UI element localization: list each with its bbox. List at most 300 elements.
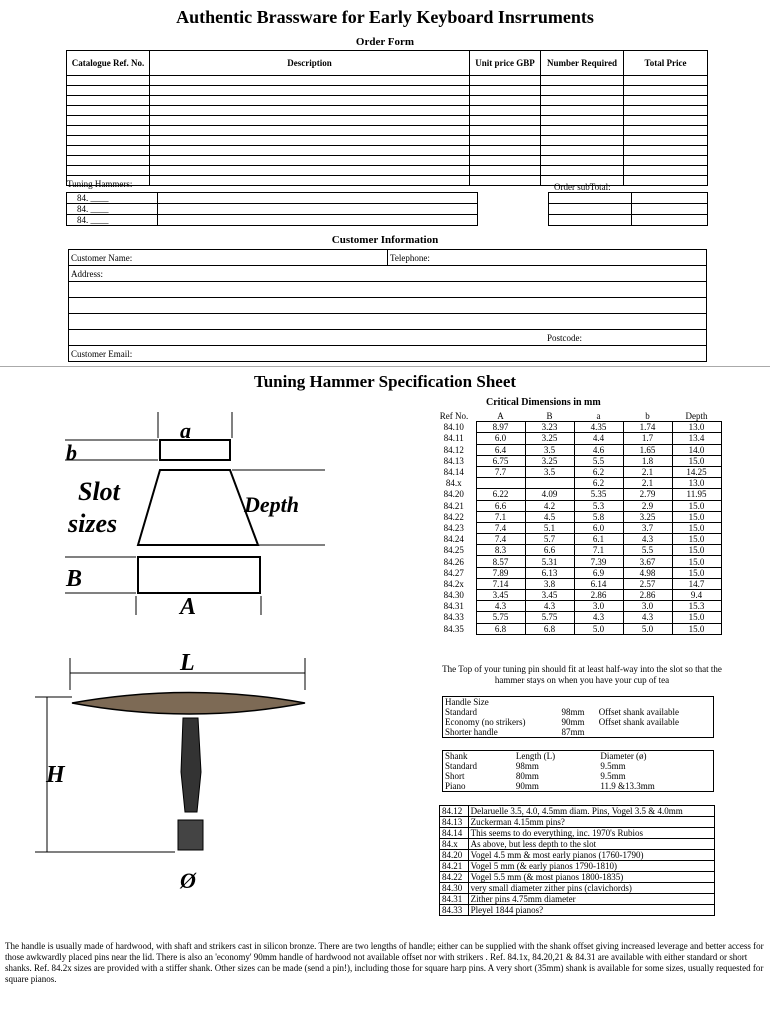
dims-cell: 15.0 xyxy=(672,522,721,533)
shank-cell: Piano xyxy=(445,781,466,791)
handle-cell: Handle Size xyxy=(445,697,489,707)
dims-col-header: Ref No. xyxy=(439,411,469,422)
order-cell[interactable] xyxy=(67,76,150,86)
dims-cell: 13.0 xyxy=(672,422,721,433)
label-depth: Depth xyxy=(244,492,299,517)
dimensions-table xyxy=(432,411,722,635)
dims-row xyxy=(432,556,721,567)
dims-cell: 7.89 xyxy=(476,567,525,578)
shank-table xyxy=(442,750,714,792)
order-cell[interactable] xyxy=(67,96,150,106)
address-line[interactable] xyxy=(69,298,707,314)
order-cell[interactable] xyxy=(624,106,708,116)
order-cell[interactable] xyxy=(150,96,470,106)
shank-cell: Short xyxy=(445,771,465,781)
order-cell[interactable] xyxy=(150,116,470,126)
dims-row xyxy=(432,478,721,489)
dims-ref: 84.25 xyxy=(443,545,464,556)
slot-trapezoid xyxy=(138,470,258,545)
order-cell[interactable] xyxy=(150,86,470,96)
dims-cell: 7.4 xyxy=(476,522,525,533)
note-cell: 84.33 xyxy=(440,905,469,916)
dims-cell: 2.1 xyxy=(623,466,672,477)
label-slot: Slot xyxy=(78,477,120,506)
order-cell[interactable] xyxy=(67,156,150,166)
dims-cell: 4.6 xyxy=(574,444,623,455)
order-cell[interactable] xyxy=(541,136,624,146)
handle-row xyxy=(443,707,714,717)
dims-ref: 84.10 xyxy=(443,422,464,433)
dims-cell: 4.3 xyxy=(623,534,672,545)
order-cell[interactable] xyxy=(624,166,708,176)
dims-cell: 1.7 xyxy=(623,433,672,444)
order-cell[interactable] xyxy=(624,146,708,156)
dims-col-header: A xyxy=(497,411,504,422)
dims-row xyxy=(432,590,721,601)
notes-table xyxy=(439,805,715,916)
note-row xyxy=(440,850,715,861)
order-cell[interactable] xyxy=(67,166,150,176)
dims-cell: 7.7 xyxy=(476,466,525,477)
dims-cell: 3.25 xyxy=(623,511,672,522)
handle-row xyxy=(443,697,714,708)
dims-cell: 1.74 xyxy=(623,422,672,433)
order-cell[interactable] xyxy=(541,96,624,106)
note-row xyxy=(440,905,715,916)
slot-bottom-rect xyxy=(138,557,260,593)
dims-cell: 5.31 xyxy=(525,556,574,567)
postcode-field[interactable]: Postcode: xyxy=(69,330,707,346)
dims-cell: 5.5 xyxy=(623,545,672,556)
order-cell[interactable] xyxy=(624,126,708,136)
shank-row xyxy=(443,761,714,771)
dims-cell: 6.8 xyxy=(476,623,525,634)
description-paragraph: The handle is usually made of hardwood, with shaft and strikers cast in silicon bronze. There are two lengths of handle; either can be supplied with the shank offset giving increased leverage and better access for those awkwardly placed pins near the lid. There is also an 'economy' 90mm handle of hardwood not available offset nor with strikers . Ref. 84.1x, 84.20,21 & 84.31 are available with either standard or short shanks. Ref. 84.2x sizes are provided with a stiffer shank. Other sizes can be made (send a pin!), including those for square harp pins. A very short (35mm) shank is available for some sizes, usually requested for square pianos. xyxy=(5,941,764,984)
dims-row xyxy=(432,567,721,578)
label-A: A xyxy=(180,594,197,620)
dims-cell: 9.4 xyxy=(672,590,721,601)
order-cell[interactable] xyxy=(624,86,708,96)
shank-cell: Shank xyxy=(445,751,468,761)
dims-cell: 4.3 xyxy=(623,612,672,623)
dims-cell: 5.0 xyxy=(623,623,672,634)
order-cell[interactable] xyxy=(624,116,708,126)
hammer-desc[interactable] xyxy=(158,204,478,215)
note-cell: 84.13 xyxy=(440,817,469,828)
dims-cell: 3.25 xyxy=(525,455,574,466)
dims-cell: 14.25 xyxy=(672,466,721,477)
order-cell[interactable] xyxy=(150,156,470,166)
dims-cell: 6.0 xyxy=(574,522,623,533)
order-row xyxy=(67,146,708,156)
dims-row xyxy=(432,511,721,522)
order-cell[interactable] xyxy=(541,106,624,116)
note-cell: Zuckerman 4.15mm pins? xyxy=(468,817,714,828)
order-row xyxy=(67,136,708,146)
order-cell[interactable] xyxy=(470,136,541,146)
dims-cell xyxy=(476,478,525,489)
order-cell[interactable] xyxy=(67,116,150,126)
dims-ref: 84.20 xyxy=(443,489,464,500)
dims-row xyxy=(432,455,721,466)
order-cell[interactable] xyxy=(67,146,150,156)
dims-cell: 11.95 xyxy=(672,489,721,500)
dims-col-header: b xyxy=(645,411,650,422)
dims-ref: 84.26 xyxy=(443,556,464,567)
note-cell: 84.31 xyxy=(440,894,469,905)
dims-cell: 2.9 xyxy=(623,500,672,511)
hammer-total[interactable] xyxy=(632,204,708,215)
order-cell[interactable] xyxy=(541,86,624,96)
handle-row xyxy=(443,727,714,738)
order-cell[interactable] xyxy=(150,136,470,146)
dims-cell: 8.57 xyxy=(476,556,525,567)
note-row xyxy=(440,894,715,905)
dims-cell: 5.75 xyxy=(476,612,525,623)
dims-cell: 4.35 xyxy=(574,422,623,433)
order-cell[interactable] xyxy=(470,86,541,96)
dims-row xyxy=(432,545,721,556)
dims-row xyxy=(432,489,721,500)
order-cell[interactable] xyxy=(624,76,708,86)
dims-cell: 15.3 xyxy=(672,601,721,612)
order-cell[interactable] xyxy=(150,126,470,136)
dims-cell: 5.75 xyxy=(525,612,574,623)
dims-ref: 84.35 xyxy=(443,623,464,634)
col-number-required: Number Required xyxy=(541,51,624,76)
shank-cell: Standard xyxy=(445,761,477,771)
handle-cell: Standard xyxy=(445,707,477,717)
dims-col-header: B xyxy=(546,411,553,422)
order-cell[interactable] xyxy=(150,166,470,176)
dims-row xyxy=(432,466,721,477)
order-cell[interactable] xyxy=(541,146,624,156)
handle-cell: Offset shank available xyxy=(598,717,680,727)
address-line[interactable] xyxy=(69,314,707,330)
order-cell[interactable] xyxy=(470,106,541,116)
col-description: Description xyxy=(150,51,470,76)
order-table xyxy=(66,50,708,186)
dims-cell: 15.0 xyxy=(672,567,721,578)
order-row xyxy=(67,96,708,106)
label-sizes: sizes xyxy=(68,509,118,538)
dims-cell: 3.5 xyxy=(525,444,574,455)
dims-cell: 2.57 xyxy=(623,578,672,589)
order-cell[interactable] xyxy=(470,146,541,156)
slot-top-rect xyxy=(160,440,230,460)
hammer-qty[interactable] xyxy=(549,193,632,204)
label-B: B xyxy=(66,566,83,592)
dims-cell: 7.1 xyxy=(476,511,525,522)
address-line[interactable] xyxy=(69,282,707,298)
hammer-head xyxy=(178,820,203,850)
subtotal-label: Order subTotal: xyxy=(554,182,611,192)
tuning-hammers-label: Tuning Hammers: xyxy=(67,179,133,189)
dims-cell: 5.3 xyxy=(574,500,623,511)
order-cell[interactable] xyxy=(541,116,624,126)
shank-cell: 9.5mm xyxy=(600,761,626,771)
dims-cell: 6.9 xyxy=(574,567,623,578)
dims-cell: 7.1 xyxy=(574,545,623,556)
telephone-field[interactable]: Telephone: xyxy=(388,250,707,266)
col-unit-price: Unit price GBP xyxy=(470,51,541,76)
dims-cell: 6.2 xyxy=(574,478,623,489)
dims-cell: 3.45 xyxy=(476,590,525,601)
dims-cell: 5.5 xyxy=(574,455,623,466)
dims-cell: 4.3 xyxy=(525,601,574,612)
order-cell[interactable] xyxy=(624,96,708,106)
dims-cell: 6.1 xyxy=(574,534,623,545)
order-cell[interactable] xyxy=(624,136,708,146)
hammer-ref[interactable]: 84. ____ xyxy=(67,204,158,215)
order-row xyxy=(67,76,708,86)
blank-cell xyxy=(478,193,549,204)
customer-table xyxy=(68,249,707,362)
dims-ref: 84.24 xyxy=(443,534,464,545)
dims-cell: 8.97 xyxy=(476,422,525,433)
dims-cell: 5.1 xyxy=(525,522,574,533)
handle-cell: Offset shank available xyxy=(598,707,680,717)
order-cell[interactable] xyxy=(150,146,470,156)
dims-cell: 4.09 xyxy=(525,489,574,500)
dims-cell: 6.2 xyxy=(574,466,623,477)
dims-cell: 6.8 xyxy=(525,623,574,634)
handle-cell xyxy=(560,697,597,708)
dims-col-header: a xyxy=(596,411,601,422)
dims-cell: 6.13 xyxy=(525,567,574,578)
note-cell: 84.21 xyxy=(440,861,469,872)
dims-cell xyxy=(525,478,574,489)
dims-cell: 13.0 xyxy=(672,478,721,489)
note-cell: As above, but less depth to the slot xyxy=(468,839,714,850)
note-cell: 84.22 xyxy=(440,872,469,883)
dims-cell: 13.4 xyxy=(672,433,721,444)
dims-row xyxy=(432,500,721,511)
dims-cell: 3.25 xyxy=(525,433,574,444)
order-cell[interactable] xyxy=(67,126,150,136)
order-cell[interactable] xyxy=(67,106,150,116)
hammer-qty[interactable] xyxy=(549,215,632,226)
order-row xyxy=(67,156,708,166)
dims-cell: 6.0 xyxy=(476,433,525,444)
order-cell[interactable] xyxy=(470,176,541,186)
dims-cell: 7.39 xyxy=(574,556,623,567)
hammer-desc[interactable] xyxy=(158,215,478,226)
dims-ref: 84.33 xyxy=(443,612,464,623)
note-cell: very small diameter zither pins (clavichords) xyxy=(468,883,714,894)
note-row xyxy=(440,883,715,894)
col-catalogue: Catalogue Ref. No. xyxy=(67,51,150,76)
order-cell[interactable] xyxy=(67,86,150,96)
note-cell: This seems to do everything, inc. 1970's Rubios xyxy=(468,828,714,839)
spec-title: Tuning Hammer Specification Sheet xyxy=(253,372,517,391)
dims-ref: 84.12 xyxy=(443,444,464,455)
dims-ref: 84.21 xyxy=(443,500,464,511)
handle-cell: Shorter handle xyxy=(445,727,498,737)
label-H: H xyxy=(46,762,65,788)
shank-cell: 98mm xyxy=(515,761,539,771)
hammer-total[interactable] xyxy=(632,193,708,204)
handle-row xyxy=(443,717,714,727)
dims-cell: 3.5 xyxy=(525,466,574,477)
order-cell[interactable] xyxy=(541,166,624,176)
dims-cell: 4.3 xyxy=(476,601,525,612)
dims-cell: 3.0 xyxy=(623,601,672,612)
note-cell: 84.20 xyxy=(440,850,469,861)
note-top: The Top of your tuning pin should fit at least half-way into the slot so that the hammer stays on when you have your cup of tea xyxy=(442,664,722,685)
dims-cell: 5.35 xyxy=(574,489,623,500)
dims-cell: 1.8 xyxy=(623,455,672,466)
hammer-ref[interactable]: 84. ____ xyxy=(67,193,158,204)
note-row xyxy=(440,806,715,817)
dims-ref: 84.2x xyxy=(443,578,464,589)
note-cell: Pleyel 1844 pianos? xyxy=(468,905,714,916)
shank-row xyxy=(443,771,714,781)
hammer-qty[interactable] xyxy=(549,204,632,215)
dims-cell: 15.0 xyxy=(672,455,721,466)
dims-cell: 1.65 xyxy=(623,444,672,455)
hammer-ref[interactable]: 84. ____ xyxy=(67,215,158,226)
dims-cell: 15.0 xyxy=(672,545,721,556)
dims-row xyxy=(432,601,721,612)
customer-name-field[interactable]: Customer Name: xyxy=(69,250,388,266)
order-cell[interactable] xyxy=(150,76,470,86)
dims-cell: 15.0 xyxy=(672,623,721,634)
order-cell[interactable] xyxy=(470,156,541,166)
divider xyxy=(0,366,770,367)
dims-cell: 3.67 xyxy=(623,556,672,567)
handle-cell: 90mm xyxy=(561,717,585,727)
email-field[interactable]: Customer Email: xyxy=(69,346,707,362)
dims-cell: 3.7 xyxy=(623,522,672,533)
dims-col-header: Depth xyxy=(685,411,708,422)
order-cell[interactable] xyxy=(541,126,624,136)
col-total-price: Total Price xyxy=(624,51,708,76)
order-cell[interactable] xyxy=(470,76,541,86)
note-cell: Vogel 5 mm (& early pianos 1790-1810) xyxy=(468,861,714,872)
dims-cell: 4.2 xyxy=(525,500,574,511)
dims-row xyxy=(432,612,721,623)
order-cell[interactable] xyxy=(470,116,541,126)
hammer-table xyxy=(66,192,708,226)
note-cell: Vogel 4.5 mm & most early pianos (1760-1790) xyxy=(468,850,714,861)
dims-ref: 84.27 xyxy=(443,567,464,578)
dims-row xyxy=(432,422,721,433)
note-row xyxy=(440,872,715,883)
dims-ref: 84.30 xyxy=(443,590,464,601)
dims-cell: 8.3 xyxy=(476,545,525,556)
dims-cell: 6.4 xyxy=(476,444,525,455)
dims-ref: 84.14 xyxy=(443,467,464,478)
dims-cell: 4.5 xyxy=(525,511,574,522)
order-cell[interactable] xyxy=(470,96,541,106)
label-L: L xyxy=(180,650,195,676)
note-cell: Vogel 5.5 mm (& most pianos 1800-1835) xyxy=(468,872,714,883)
label-b: b xyxy=(66,440,77,465)
label-a: a xyxy=(180,418,191,443)
hammer-total[interactable] xyxy=(632,215,708,226)
dims-row xyxy=(432,623,721,634)
dims-cell: 14.0 xyxy=(672,444,721,455)
shank-cell: 11.9 &13.3mm xyxy=(600,781,655,791)
customer-heading: Customer Information xyxy=(331,234,439,246)
dims-cell: 2.86 xyxy=(574,590,623,601)
hammer-desc[interactable] xyxy=(158,193,478,204)
shank-cell: Diameter (ø) xyxy=(600,751,647,761)
dims-title: Critical Dimensions in mm xyxy=(486,397,601,408)
order-cell[interactable] xyxy=(541,156,624,166)
order-cell[interactable] xyxy=(150,106,470,116)
dims-cell: 15.0 xyxy=(672,534,721,545)
handle-cell xyxy=(597,697,714,708)
dims-cell: 6.14 xyxy=(574,578,623,589)
order-cell[interactable] xyxy=(470,126,541,136)
order-cell[interactable] xyxy=(541,76,624,86)
blank-cell xyxy=(478,215,549,226)
order-cell[interactable] xyxy=(470,166,541,176)
note-row xyxy=(440,839,715,850)
order-cell[interactable] xyxy=(624,176,708,186)
dims-cell: 2.79 xyxy=(623,489,672,500)
note-cell: 84.x xyxy=(440,839,469,850)
dims-cell: 3.45 xyxy=(525,590,574,601)
order-row xyxy=(67,106,708,116)
dims-cell: 14.7 xyxy=(672,578,721,589)
dims-row xyxy=(432,444,721,455)
dims-cell: 3.0 xyxy=(574,601,623,612)
dims-cell: 6.6 xyxy=(525,545,574,556)
shank-cell: 9.5mm xyxy=(600,771,626,781)
dims-ref: 84.23 xyxy=(443,522,464,533)
dims-cell: 4.98 xyxy=(623,567,672,578)
dims-cell: 5.7 xyxy=(525,534,574,545)
order-row xyxy=(67,176,708,186)
address-field[interactable]: Address: xyxy=(69,266,707,282)
dims-cell: 7.14 xyxy=(476,578,525,589)
hammer-handle xyxy=(72,693,305,715)
order-row xyxy=(67,116,708,126)
dims-ref: 84.22 xyxy=(443,511,464,522)
dims-cell: 2.1 xyxy=(623,478,672,489)
order-cell[interactable] xyxy=(624,156,708,166)
handle-cell: 98mm xyxy=(561,707,585,717)
note-cell: 84.12 xyxy=(440,806,469,817)
dims-ref: 84.31 xyxy=(443,601,464,612)
dims-cell: 3.8 xyxy=(525,578,574,589)
shank-cell: 80mm xyxy=(515,771,539,781)
dims-ref: 84.11 xyxy=(443,433,464,444)
note-cell: 84.14 xyxy=(440,828,469,839)
note-cell: Zither pins 4.75mm diameter xyxy=(468,894,714,905)
dims-ref: 84.13 xyxy=(443,455,464,466)
order-cell[interactable] xyxy=(150,176,470,186)
handle-cell: 87mm xyxy=(561,727,585,737)
hammer-shank xyxy=(181,718,201,812)
label-diameter: Ø xyxy=(180,868,196,893)
dims-cell: 2.86 xyxy=(623,590,672,601)
dims-cell: 7.4 xyxy=(476,534,525,545)
order-cell[interactable] xyxy=(67,136,150,146)
dims-row xyxy=(432,578,721,589)
blank-cell xyxy=(478,204,549,215)
note-row xyxy=(440,861,715,872)
note-row xyxy=(440,817,715,828)
dims-cell: 5.0 xyxy=(574,623,623,634)
handle-table xyxy=(442,696,714,738)
dims-cell: 4.3 xyxy=(574,612,623,623)
note-cell: 84.30 xyxy=(440,883,469,894)
dims-cell: 6.75 xyxy=(476,455,525,466)
